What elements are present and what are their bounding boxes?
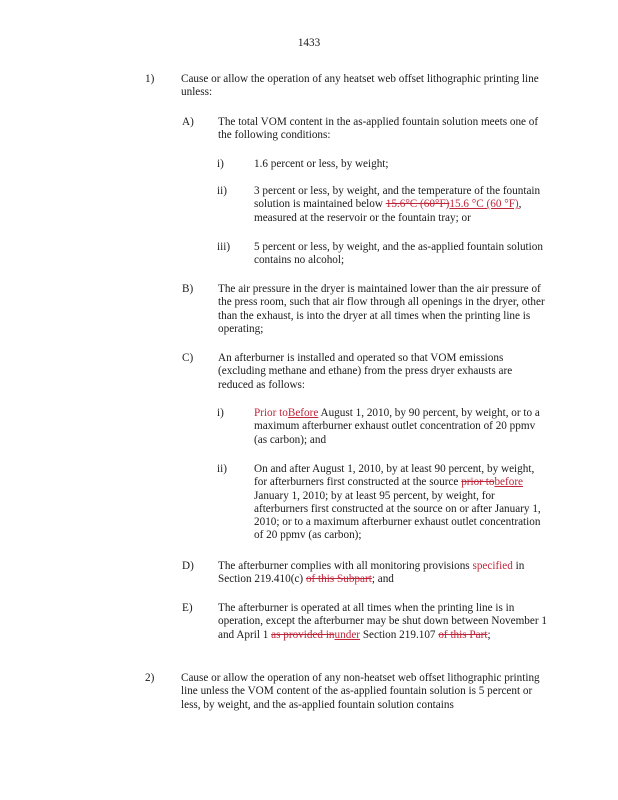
item-1A-i-text: 1.6 percent or less, by weight; [254, 158, 389, 170]
item-1E-marker: E) [182, 602, 193, 614]
subsection-2-marker: 2) [145, 672, 155, 684]
item-1D-text-mid: in Section 219.410(c) [218, 560, 525, 586]
item-1D-marker: D) [182, 560, 194, 572]
item-1D-text-after: ; and [371, 573, 394, 586]
page-number: 1433 [297, 37, 321, 49]
item-1E-deleted-1: as provided in [271, 628, 335, 641]
item-1C-i-inserted: Before [287, 407, 319, 419]
item-1E-text-mid: Section 219.107 [360, 628, 439, 641]
item-1A-ii-inserted: 15.6 °C (60 °F) [449, 198, 519, 211]
item-1D-deleted: of this Subpart [305, 573, 372, 586]
item-1B-text: The air pressure in the dryer is maintained lower than the air pressure of the press room, such that air flow through all openings in the dryer, other than the exhaust, is into the dryer at all times when the printing line is operating; [218, 283, 545, 335]
item-1C-text: An afterburner is installed and operated so that VOM emissions (excluding methane and ethane) from the press dryer exhausts are reduced as follows: [218, 352, 513, 391]
item-1D-inserted: specified [472, 560, 513, 572]
item-1C-ii-text-after: January 1, 2010; by at least 95 percent, by weight, for afterburners first constructed at the source on or after January 1, 2010; or to a maximum afterburner exhaust outlet concentration of 20 ppmv (as carbon); [254, 489, 541, 542]
item-1C-marker: C) [182, 352, 194, 364]
item-1E-text-after: ; [487, 628, 491, 641]
item-1A-marker: A) [182, 116, 194, 128]
item-1A-iii-marker: iii) [217, 241, 231, 253]
item-1D-text [218, 560, 547, 587]
item-1A-text: The total VOM content in the as-applied fountain solution meets one of the following conditions: [218, 116, 539, 142]
item-1E-deleted-2: of this Part [438, 628, 488, 641]
item-1C-ii-deleted: prior to [461, 476, 495, 489]
item-1C-i-text [254, 407, 547, 447]
item-1C-i-text-after: August 1, 2010, by 90 percent, by weight, or to a maximum afterburner exhaust outlet concentration of 20 ppmv (as carbon); and [254, 407, 540, 446]
item-1E-text [218, 602, 547, 642]
item-1A-i-marker: i) [217, 158, 224, 170]
item-1C-ii-marker: ii) [217, 463, 227, 475]
item-1A-iii-text: 5 percent or less, by weight, and the as-applied fountain solution contains no alcohol; [254, 241, 543, 267]
item-1A-ii-text-after: , measured at the reservoir or the fountain tray; or [254, 198, 522, 224]
item-1A-ii-text [254, 185, 547, 225]
item-1E-inserted: under [334, 628, 361, 641]
item-1C-ii-inserted: before [494, 476, 524, 489]
subsection-1-marker: 1) [145, 73, 155, 85]
item-1B-marker: B) [182, 283, 194, 295]
item-1A-ii-text-before: 3 percent or less, by weight, and the temperature of the fountain solution is maintained below [254, 185, 541, 211]
item-1A-ii-marker: ii) [217, 185, 227, 197]
subsection-2-text: Cause or allow the operation of any non-heatset web offset lithographic printing line unless the VOM content of the as-applied fountain solution is 5 percent or less, by weight, and the as-applied fountain solution contains [181, 672, 540, 711]
item-1C-ii-text-before: On and after August 1, 2010, by at least 90 percent, by weight, for afterburners first constructed at the source [254, 463, 535, 489]
item-1D-text-before: The afterburner complies with all monitoring provisions [218, 560, 473, 572]
item-1C-ii-text [254, 463, 547, 543]
item-1C-i-deleted: Prior to [254, 407, 288, 419]
subsection-1-text: Cause or allow the operation of any heatset web offset lithographic printing line unless: [181, 73, 539, 99]
item-1C-i-marker: i) [217, 407, 224, 419]
item-1A-ii-deleted: 15.6°C (60°F) [385, 198, 450, 211]
item-1E-text-before: The afterburner is operated at all times when the printing line is in operation, except the afterburner may be shut down between November 1 and April 1 [218, 602, 547, 641]
